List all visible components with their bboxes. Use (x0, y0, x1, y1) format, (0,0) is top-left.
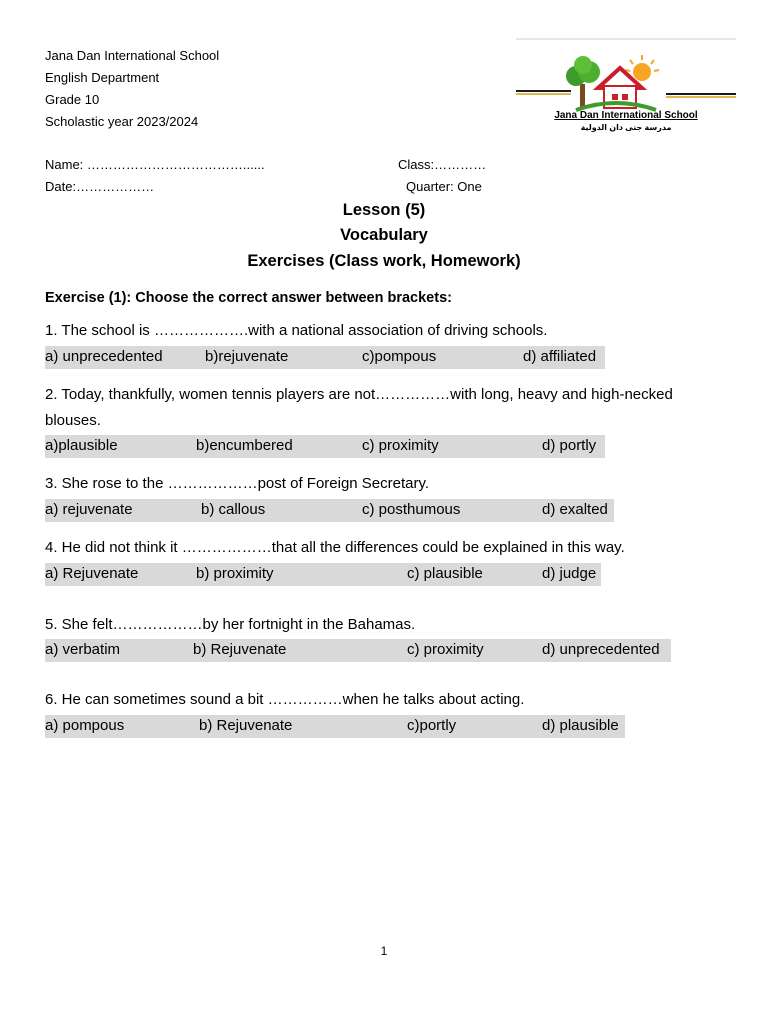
option: b) callous (201, 501, 266, 518)
school-name: Jana Dan International School (45, 48, 220, 63)
question-2-continued: blouses. (45, 412, 101, 429)
question-1: 1. The school is ……………….with a national association of driving schools. (45, 322, 548, 339)
date-field: Date:……………… (45, 179, 155, 194)
option: b)encumbered (196, 437, 293, 454)
logo-name-en: Jana Dan International School (554, 110, 698, 121)
option: d) portly (542, 437, 597, 454)
options-row-2 (45, 435, 605, 458)
logo-name-ar: مدرسة جنى دان الدولية (580, 123, 672, 132)
quarter-field: Quarter: One (406, 179, 482, 194)
lesson-title: Lesson (5) (342, 201, 426, 219)
option: a) Rejuvenate (45, 565, 139, 582)
option: c)portly (407, 717, 457, 734)
option: d) exalted (542, 501, 608, 518)
exercises-title: Exercises (Class work, Homework) (247, 252, 521, 270)
option: c)pompous (362, 348, 437, 365)
school-logo (516, 36, 736, 140)
options-row-3 (45, 499, 614, 522)
option: a) pompous (45, 717, 125, 734)
option: d) plausible (542, 717, 619, 734)
option: d) judge (542, 565, 597, 582)
option: c) posthumous (362, 501, 461, 518)
option: b) Rejuvenate (199, 717, 293, 734)
option: a) verbatim (45, 641, 121, 658)
question-4: 4. He did not think it ………………that all the differences could be explained in this way. (45, 539, 625, 556)
option: c) proximity (362, 437, 439, 454)
option: a) unprecedented (45, 348, 163, 365)
options-row-6 (45, 715, 625, 738)
page-number: 1 (380, 944, 388, 958)
options-row-4 (45, 563, 601, 586)
option: a)plausible (45, 437, 118, 454)
department: English Department (45, 70, 160, 85)
option: b) Rejuvenate (193, 641, 287, 658)
topic-title: Vocabulary (340, 226, 428, 244)
exercise-heading: Exercise (1): Choose the correct answer between brackets: (45, 290, 452, 306)
question-5: 5. She felt………………by her fortnight in the Bahamas. (45, 616, 416, 633)
option: c) proximity (407, 641, 484, 658)
option: a) rejuvenate (45, 501, 133, 518)
question-6: 6. He can sometimes sound a bit ……………when he talks about acting. (45, 691, 525, 708)
scholastic-year: Scholastic year 2023/2024 (45, 114, 199, 129)
options-row-5 (45, 639, 671, 662)
grade: Grade 10 (45, 92, 100, 107)
option: b) proximity (196, 565, 274, 582)
option: c) plausible (407, 565, 483, 582)
question-2: 2. Today, thankfully, women tennis players are not……………with long, heavy and high-necked (45, 386, 673, 403)
options-row-1 (45, 346, 605, 369)
name-field: Name: ………………………………...... (45, 157, 265, 172)
question-3: 3. She rose to the ………………post of Foreign Secretary. (45, 475, 430, 492)
option: d) unprecedented (542, 641, 660, 658)
class-field: Class:………… (398, 157, 487, 172)
option: d) affiliated (523, 348, 597, 365)
option: b)rejuvenate (205, 348, 289, 365)
